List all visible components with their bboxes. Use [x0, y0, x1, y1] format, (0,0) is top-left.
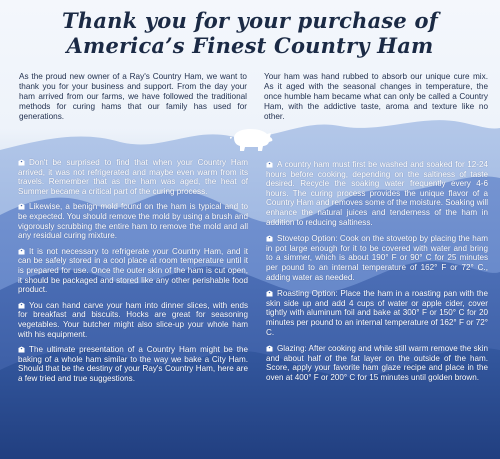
- right-paragraph: Glazing: After cooking and while still warm remove the skin and about half of the fat layer on the outside of the ham. Score, apply your favorite ham glaze recipe and place in the oven at 400° F or 200° C for 15 minutes until golden brown.: [266, 344, 488, 382]
- ham-tag-icon: [266, 161, 273, 168]
- ham-tag-icon: [18, 203, 25, 210]
- right-paragraph: A country ham must first be washed and soaked for 12-24 hours before cooking, depending on the saltiness of taste desired. Recycle the soaking water frequently every 4-6 hours. The curing process provides the unique flavor of a Country Ham and removes some of the moisture. Soaking will enhance the natural juices and tenderness of the ham in addition to reducing saltiness.: [266, 160, 488, 227]
- ham-tag-icon: [266, 235, 273, 242]
- right-column: [266, 160, 488, 389]
- ham-tag-icon: [18, 159, 25, 166]
- page-title-line-1: Thank you for your purchase of: [62, 8, 438, 33]
- page-title-line-2: America’s Finest Country Ham: [66, 33, 434, 58]
- ham-tag-icon: [18, 302, 25, 309]
- pig-silhouette-icon: [228, 126, 274, 152]
- ham-tag-icon: [266, 290, 273, 297]
- ham-tag-icon: [18, 248, 25, 255]
- intro-right-text: Your ham was hand rubbed to absorb our unique cure mix. As it aged with the seasonal changes in temperature, the once humble ham became what can only be called a Country Ham, with the addictive taste, aroma and texture like no other.: [264, 72, 488, 121]
- left-paragraph: Don't be surprised to find that when your Country Ham arrived, it was not refrigerated and maybe even warm from its travels. Remember that as the ham was aged, the heat of Summer became a critical part of the curing process.: [18, 158, 248, 196]
- left-column: [18, 158, 248, 389]
- left-paragraph: Likewise, a benign mold found on the ham is typical and to be expected. You should remove the mold by using a brush and vigorously scrubbing the entire ham to remove the mold and all any residual curing mixture.: [18, 202, 248, 241]
- ham-tag-icon: [18, 346, 25, 353]
- intro-left-text: As the proud new owner of a Ray's Country Ham, we want to thank you for your business and support. From the day your ham arrived from our farms, we have followed the traditional methods for curing hams that our family has used for generations.: [19, 72, 247, 121]
- right-paragraph: Roasting Option: Place the ham in a roasting pan with the skin side up and add 4 cups of water or apple cider, cover tightly with aluminum foil and bake at 300° F or 150° C for 20 minutes per pound to an internal temperature of 162° F or 72° C.: [266, 289, 488, 337]
- left-paragraph: It is not necessary to refrigerate your Country Ham, and it can be safely stored in a cool place at room temperature until it is prepared for use. Once the outer skin of the ham is cut open, it should be packaged and stored like any other perishable food product.: [18, 246, 248, 295]
- ham-tag-icon: [266, 345, 273, 352]
- left-paragraph: You can hand carve your ham into dinner slices, with ends for breakfast and biscuits. Hocks are great for seasoning vegetables. Your butcher might also slice-up your whole ham with his equipment.: [18, 300, 248, 339]
- left-paragraph: The ultimate presentation of a Country Ham might be the baking of a whole ham similar to the way we bake a City Ham. Should that be the destiny of your Ray's Country Ham, here are a few tried and true suggestions.: [18, 345, 248, 383]
- right-paragraph: Stovetop Option: Cook on the stovetop by placing the ham in pot large enough for it to be covered with water and bring to a simmer, which is about 190° F or 90° C for 25 minutes per pound to an internal temperature of 162° F or 72° C., adding water as needed.: [266, 234, 488, 282]
